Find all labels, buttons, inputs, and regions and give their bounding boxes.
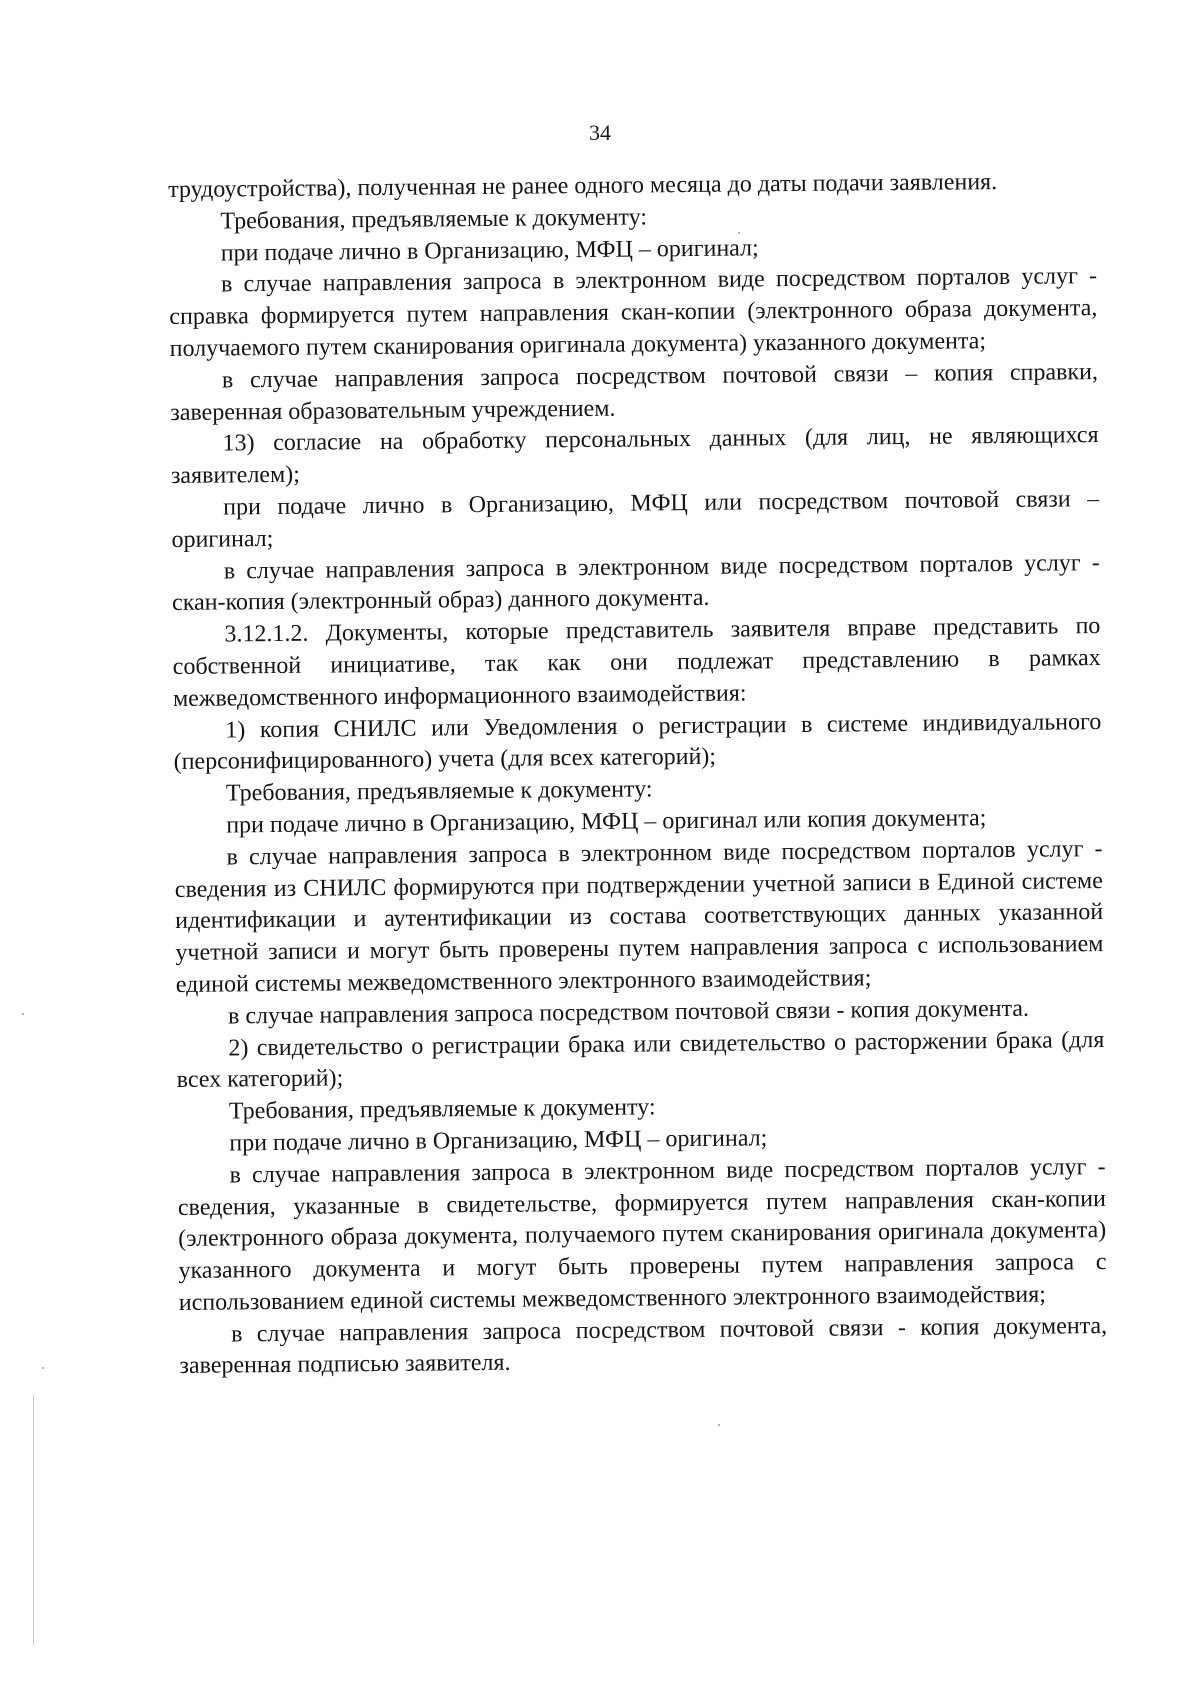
paragraph: при подаче лично в Организацию, МФЦ – оригинал или копия документа; xyxy=(226,805,987,839)
paragraph: в случае направления запроса в электронном виде посредством порталов услуг - справка формируется путем направления скан-копии (электронного образа документа, получаемого путем сканирования оригинала документа) указанного документа; xyxy=(169,263,1098,362)
paragraph: в случае направления запроса в электронном виде посредством порталов услуг - сведения из СНИЛС формируются при подтверждении учетной записи в Единой системе идентификации и аутентификации из состава соответствующих данных указанной учетной записи и могут быть проверены путем направления запроса с использованием единой системы межведомственного электронного взаимодействия; xyxy=(174,835,1104,998)
paragraph: при подаче лично в Организацию, МФЦ – оригинал; xyxy=(220,234,759,267)
paragraph: Требования, предъявляемые к документу: xyxy=(220,204,648,235)
paragraph: в случае направления запроса в электронном виде посредством порталов услуг - скан-копия (электронный образ) данного документа. xyxy=(171,549,1100,617)
paragraph: при подаче лично в Организацию, МФЦ или посредством почтовой связи – оригинал; xyxy=(171,486,1100,553)
paragraph: 3.12.1.2. Документы, которые представитель заявителя вправе представить по собственной инициативе, так как они подлежат представлению в рамках межведомственного информационного взаимодействия: xyxy=(172,613,1101,712)
paragraph: трудоустройства), полученная не ранее одного месяца до даты подачи заявления. xyxy=(168,169,998,203)
paragraph: в случае направления запроса посредством почтовой связи – копия справки, заверенная образовательным учреждением. xyxy=(170,358,1099,426)
paragraph: Требования, предъявляемые к документу: xyxy=(225,776,653,807)
paragraph: Требования, предъявляемые к документу: xyxy=(228,1094,656,1125)
paragraph: при подаче лично в Организацию, МФЦ – оригинал; xyxy=(229,1125,768,1157)
scan-speck xyxy=(718,1424,720,1426)
page-number: 34 xyxy=(589,120,611,145)
document-body xyxy=(168,166,1108,1383)
paragraph: 2) свидетельство о регистрации брака или свидетельство о расторжении брака (для всех категорий); xyxy=(176,1026,1105,1094)
paragraph: 13) согласие на обработку персональных данных (для лиц, не являющихся заявителем); xyxy=(170,422,1099,490)
paragraph: в случае направления запроса в электронном виде посредством порталов услуг - сведения, указанные в свидетельстве, формируется путем направления скан-копии (электронного образа документа, получаемого путем сканирования оригинала документа) указанного документа и могут быть проверены путем направления запроса с использованием единой системы межведомственного электронного взаимодействия; xyxy=(177,1153,1107,1316)
scan-speck xyxy=(738,232,740,234)
scan-speck xyxy=(42,1367,44,1369)
paragraph: в случае направления запроса посредством почтовой связи - копия документа. xyxy=(227,995,1030,1030)
paragraph: в случае направления запроса посредством почтовой связи - копия документа, заверенная подписью заявителя. xyxy=(179,1312,1108,1380)
paragraph: 1) копия СНИЛС или Уведомления о регистрации в системе индивидуального (персонифицированного) учета (для всех категорий); xyxy=(173,708,1102,776)
scan-edge-line xyxy=(33,1395,34,1645)
scan-speck xyxy=(22,1013,24,1015)
